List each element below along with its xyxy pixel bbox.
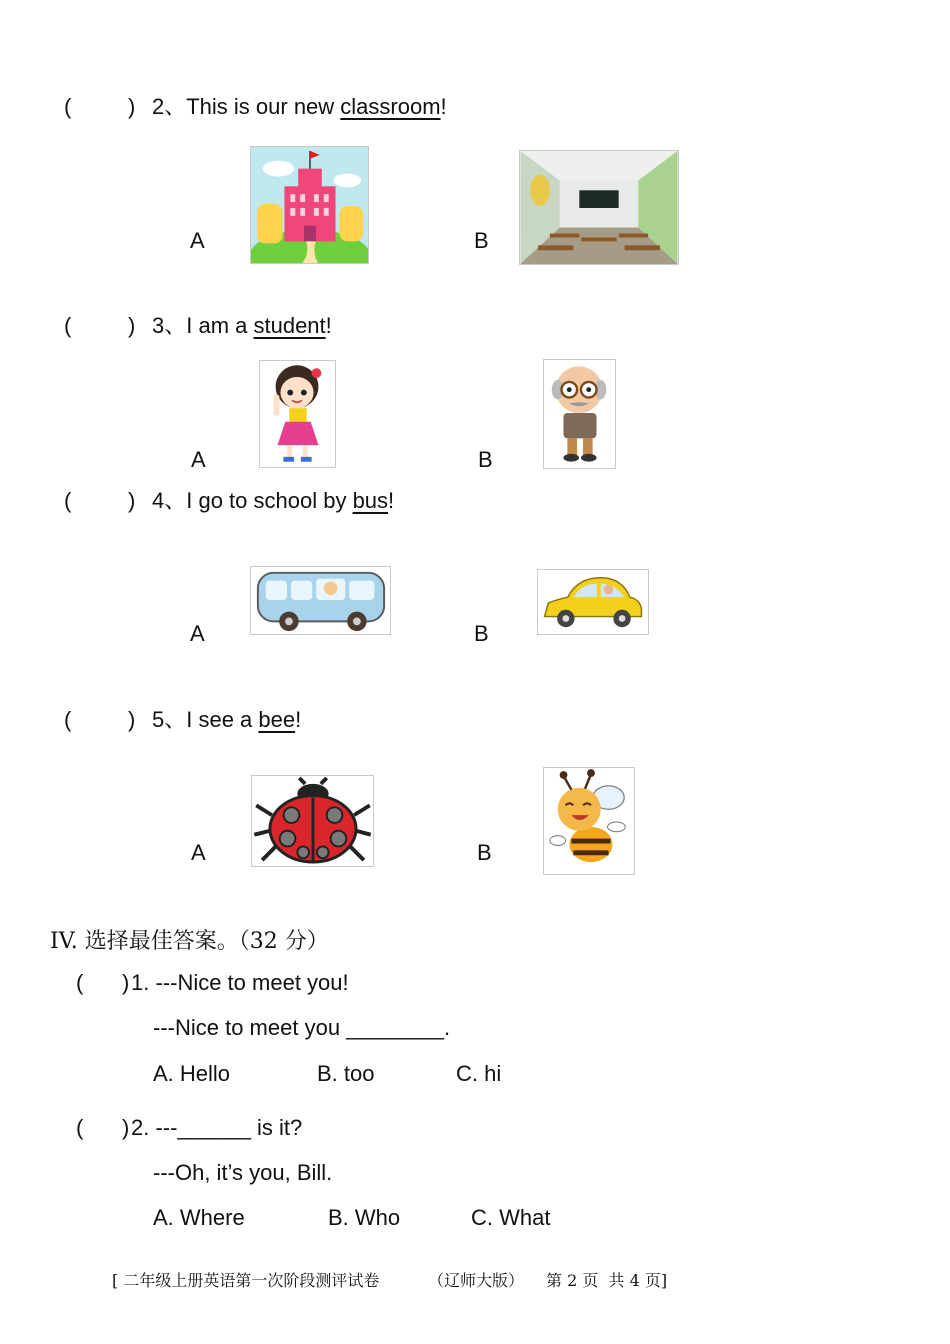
question-text	[152, 313, 332, 339]
option-a-label: A	[191, 447, 206, 472]
answer-paren-right: )	[122, 970, 130, 995]
answer-paren-right: )	[128, 707, 136, 732]
question-keyword: bee	[258, 707, 296, 732]
option-b: B. Who	[328, 1205, 401, 1230]
question-keyword: student	[253, 313, 326, 338]
option-b-label: B	[474, 621, 489, 646]
answer-paren-left: (	[64, 488, 72, 513]
dialogue-line-2: ---Oh, it’s you, Bill.	[153, 1160, 333, 1185]
girl-student-picture	[259, 360, 336, 468]
bee-picture	[543, 767, 635, 875]
dialogue-line-1: 2. ---______ is it?	[131, 1115, 303, 1140]
answer-paren-right: )	[128, 313, 136, 338]
option-a-label: A	[190, 228, 205, 253]
option-c: C. What	[471, 1205, 551, 1230]
option-b-label: B	[477, 840, 492, 865]
option-a-label: A	[190, 621, 205, 646]
question-text-after: !	[440, 94, 447, 119]
answer-paren-left: (	[64, 707, 72, 732]
question-keyword: bus	[352, 488, 389, 513]
ladybug-picture	[251, 775, 374, 867]
answer-paren-right: )	[122, 1115, 130, 1140]
footer-page-info: 第 2 页 共 4 页]	[546, 1271, 668, 1290]
dialogue-line-1: 1. ---Nice to meet you!	[131, 970, 349, 995]
bus-picture	[250, 566, 391, 635]
option-b-label: B	[478, 447, 493, 472]
answer-paren-left: (	[76, 1115, 84, 1140]
footer-exam-title: [ 二年级上册英语第一次阶段测评试卷	[112, 1271, 380, 1290]
classroom-photo	[519, 150, 679, 265]
option-b: B. too	[317, 1061, 375, 1086]
footer-edition: （辽师大版）	[428, 1271, 525, 1290]
answer-paren-right: )	[128, 488, 136, 513]
option-a-label: A	[191, 840, 206, 865]
question-text	[152, 488, 394, 514]
option-c: C. hi	[456, 1061, 502, 1086]
question-text-after: !	[295, 707, 302, 732]
option-a: A. Where	[153, 1205, 245, 1230]
question-text-before: 4、I go to school by	[152, 488, 353, 513]
answer-paren-left: (	[64, 313, 72, 338]
grandpa-picture	[543, 359, 616, 469]
answer-paren-right: )	[128, 94, 136, 119]
section-4-heading: IV. 选择最佳答案。（32 分）	[50, 929, 329, 954]
question-keyword: classroom	[340, 94, 441, 119]
question-text-before: 3、I am a	[152, 313, 254, 338]
question-text	[152, 707, 301, 733]
question-text-before: 2、This is our new	[152, 94, 341, 119]
question-text-before: 5、I see a	[152, 707, 259, 732]
question-text-after: !	[325, 313, 332, 338]
option-b-label: B	[474, 228, 489, 253]
car-picture	[537, 569, 649, 635]
dialogue-line-2: ---Nice to meet you ________.	[153, 1015, 451, 1040]
answer-paren-left: (	[76, 970, 84, 995]
question-text-after: !	[388, 488, 395, 513]
answer-paren-left: (	[64, 94, 72, 119]
school-building-picture	[250, 146, 369, 264]
question-text	[152, 94, 447, 120]
option-a: A. Hello	[153, 1061, 231, 1086]
